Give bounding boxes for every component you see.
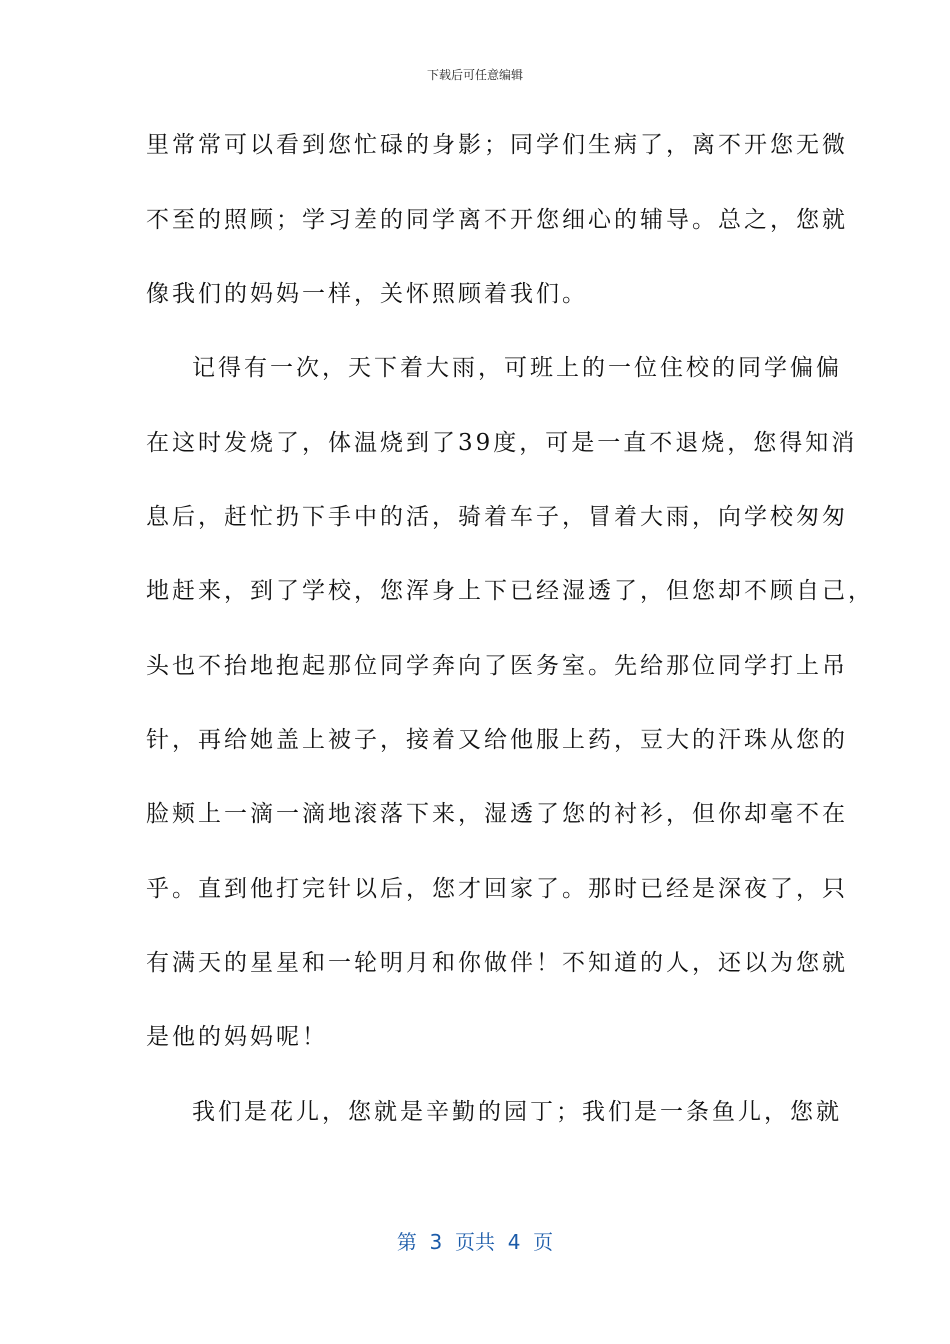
body-line: 乎。直到他打完针以后，您才回家了。那时已经是深夜了，只	[146, 876, 848, 902]
body-line: 里常常可以看到您忙碌的身影；同学们生病了，离不开您无微	[146, 132, 848, 158]
body-line: 脸颊上一滴一滴地滚落下来，湿透了您的衬衫，但你却毫不在	[146, 801, 848, 827]
paragraph-start-line: 记得有一次，天下着大雨，可班上的一位住校的同学偏偏	[192, 355, 842, 381]
body-line: 针，再给她盖上被子，接着又给他服上药，豆大的汗珠从您的	[146, 727, 848, 753]
body-line: 息后，赶忙扔下手中的活，骑着车子，冒着大雨，向学校匆匆	[146, 504, 848, 530]
body-line: 头也不抬地抱起那位同学奔向了医务室。先给那位同学打上吊	[146, 653, 848, 679]
paragraph-start-line: 我们是花儿，您就是辛勤的园丁；我们是一条鱼儿，您就	[192, 1099, 842, 1125]
body-line: 在这时发烧了，体温烧到了39度，可是一直不退烧，您得知消	[146, 430, 858, 456]
page-number-footer: 第 3 页共 4 页	[396, 1230, 554, 1254]
page-header-note: 下载后可任意编辑	[426, 68, 523, 82]
body-line: 不至的照顾；学习差的同学离不开您细心的辅导。总之，您就	[146, 207, 848, 233]
body-line: 是他的妈妈呢！	[146, 1024, 328, 1050]
body-line: 地赶来，到了学校，您浑身上下已经湿透了，但您却不顾自己，	[146, 578, 874, 604]
body-line: 像我们的妈妈一样，关怀照顾着我们。	[146, 281, 588, 307]
body-line: 有满天的星星和一轮明月和你做伴！不知道的人，还以为您就	[146, 950, 848, 976]
